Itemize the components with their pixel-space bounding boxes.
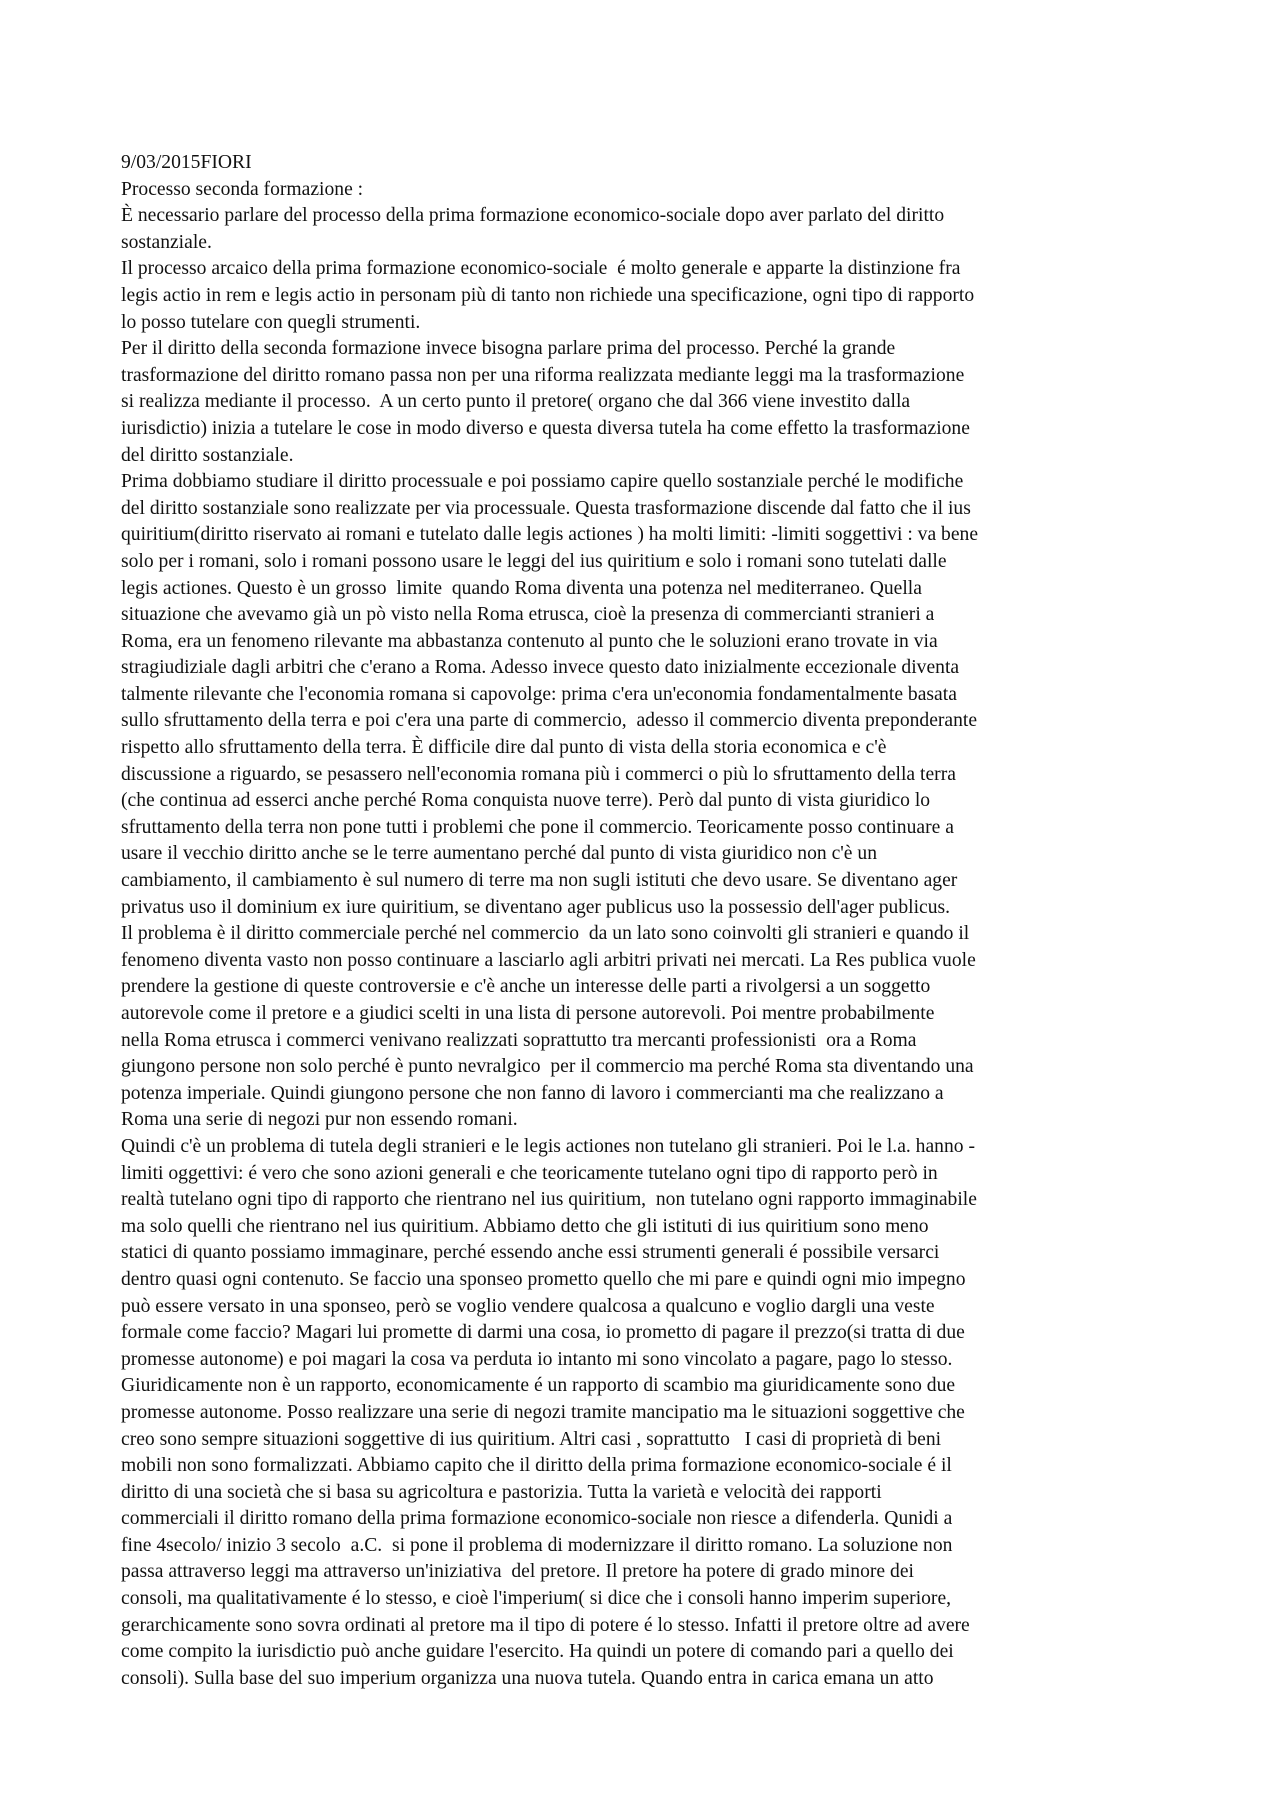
document-heading: Processo seconda formazione : [121,178,364,200]
text-line: privatus uso il dominium ex iure quiritium, se diventano ager publicus uso la possessio dell'ager publicus. [121,896,951,918]
text-line: formale come faccio? Magari lui promette di darmi una cosa, io prometto di pagare il prezzo(si tratta di due [121,1322,965,1344]
text-line: (che continua ad esserci anche perché Roma conquista nuove terre). Però dal punto di vista giuridico lo [121,790,931,812]
text-line: potenza imperiale. Quindi giungono persone che non fanno di lavoro i commercianti ma che realizzano a [121,1082,944,1104]
text-line: del diritto sostanziale. [121,444,294,466]
text-line: stragiudiziale dagli arbitri che c'erano a Roma. Adesso invece questo dato inizialmente eccezionale diventa [121,657,960,679]
text-line: Quindi c'è un problema di tutela degli stranieri e le legis actiones non tutelano gli stranieri. Poi le l.a. hanno - [121,1135,975,1157]
document-body [121,150,1161,1692]
text-line: commerciali il diritto romano della prima formazione economico-sociale non riesce a difenderla. Qunidi a [121,1508,953,1530]
text-line: situazione che avevamo già un pò visto nella Roma etrusca, cioè la presenza di commercianti stranieri a [121,604,935,626]
text-line: fine 4secolo/ inizio 3 secolo a.C. si pone il problema di modernizzare il diritto romano. La soluzione non [121,1534,953,1556]
text-line: quiritium(diritto riservato ai romani e tutelato dalle legis actiones ) ha molti limiti: -limiti soggettivi : va bene [121,524,979,546]
text-line: può essere versato in una sponseo, però se voglio vendere qualcosa a qualcuno e voglio dargli una veste [121,1295,935,1317]
text-line: rispetto allo sfruttamento della terra. È difficile dire dal punto di vista della storia economica e c'è [121,737,887,759]
text-line: talmente rilevante che l'economia romana si capovolge: prima c'era un'economia fondamentalmente basata [121,683,957,705]
text-line: trasformazione del diritto romano passa non per una riforma realizzata mediante leggi ma la trasformazione [121,364,965,386]
text-line: sostanziale. [121,231,212,253]
text-line: Prima dobbiamo studiare il diritto processuale e poi possiamo capire quello sostanziale perché le modifiche [121,471,964,493]
text-line: sullo sfruttamento della terra e poi c'era una parte di commercio, adesso il commercio diventa preponderante [121,710,978,732]
text-line: Per il diritto della seconda formazione invece bisogna parlare prima del processo. Perché la grande [121,338,896,360]
text-line: Giuridicamente non è un rapporto, economicamente é un rapporto di scambio ma giuridicamente sono due [121,1375,956,1397]
text-line: lo posso tutelare con quegli strumenti. [121,311,421,333]
text-line: prendere la gestione di queste controversie e c'è anche un interesse delle parti a rivolgersi a un soggetto [121,976,931,998]
text-line: diritto di una società che si basa su agricoltura e pastorizia. Tutta la varietà e velocità dei rapporti [121,1481,882,1503]
text-line: limiti oggettivi: é vero che sono azioni generali e che teoricamente tutelano ogni tipo di rapporto però in [121,1162,938,1184]
text-line: realtà tutelano ogni tipo di rapporto che rientrano nel ius quiritium, non tutelano ogni rapporto immaginabile [121,1189,977,1211]
text-line: consoli, ma qualitativamente é lo stesso, e cioè l'imperium( si dice che i consoli hanno imperim superiore, [121,1588,952,1610]
text-line: come compito la iurisdictio può anche guidare l'esercito. Ha quindi un potere di comando pari a quello dei [121,1641,954,1663]
text-line: Roma, era un fenomeno rilevante ma abbastanza contenuto al punto che le soluzioni erano trovate in via [121,630,938,652]
text-line: autorevole come il pretore e a giudici scelti in una lista di persone autorevoli. Poi mentre probabilmente [121,1003,935,1024]
text-line: del diritto sostanziale sono realizzate per via processuale. Questa trasformazione discende dal fatto che il ius [121,497,971,519]
text-line: iurisdictio) inizia a tutelare le cose in modo diverso e questa diversa tutela ha come effetto la trasformazione [121,417,970,439]
text-line: statici di quanto possiamo immaginare, perché essendo anche essi strumenti generali é possibile versarci [121,1242,940,1264]
text-line: Il problema è il diritto commerciale perché nel commercio da un lato sono coinvolti gli stranieri e quando il [121,923,970,945]
text-line: fenomeno diventa vasto non posso continuare a lasciarlo agli arbitri privati nei mercati. La Res publica vuole [121,949,976,971]
text-line: Roma una serie di negozi pur non essendo romani. [121,1109,518,1131]
text-line: solo per i romani, solo i romani possono usare le leggi del ius quiritium e solo i romani sono tutelati dalle [121,550,947,572]
text-line: usare il vecchio diritto anche se le terre aumentano perché dal punto di vista giuridico non c'è un [121,843,877,865]
text-line: sfruttamento della terra non pone tutti i problemi che pone il commercio. Teoricamente posso continuare a [121,816,954,838]
text-line: ma solo quelli che rientrano nel ius quiritium. Abbiamo detto che gli istituti di ius quiritium sono meno [121,1215,929,1237]
text-line: Il processo arcaico della prima formazione economico-sociale é molto generale e apparte la distinzione fra [121,258,961,280]
text-line: dentro quasi ogni contenuto. Se faccio una sponseo prometto quello che mi pare e quindi ogni mio impegno [121,1268,966,1290]
text-line: si realizza mediante il processo. A un certo punto il pretore( organo che dal 366 viene investito dalla [121,391,911,413]
text-line: passa attraverso leggi ma attraverso un'iniziativa del pretore. Il pretore ha potere di grado minore dei [121,1561,914,1583]
text-line: legis actio in rem e legis actio in personam più di tanto non richiede una specificazione, ogni tipo di rapporto [121,284,975,306]
text-line: nella Roma etrusca i commerci venivano realizzati soprattutto tra mercanti professionisti ora a Roma [121,1029,917,1051]
document-date-line: 9/03/2015FIORI [121,152,252,173]
text-line: cambiamento, il cambiamento è sul numero di terre ma non sugli istituti che devo usare. Se diventano ager [121,870,958,892]
text-line: consoli). Sulla base del suo imperium organizza una nuova tutela. Quando entra in carica emana un atto [121,1667,934,1689]
text-line: creo sono sempre situazioni soggettive di ius quiritium. Altri casi , soprattutto I casi di proprietà di beni [121,1428,942,1450]
text-line: È necessario parlare del processo della prima formazione economico-sociale dopo aver parlato del diritto [121,205,945,227]
text-line: legis actiones. Questo è un grosso limite quando Roma diventa una potenza nel mediterraneo. Quella [121,577,922,599]
text-line: gerarchicamente sono sovra ordinati al pretore ma il tipo di potere é lo stesso. Infatti il pretore oltre ad avere [121,1614,970,1636]
text-line: mobili non sono formalizzati. Abbiamo capito che il diritto della prima formazione economico-sociale é il [121,1455,952,1477]
text-line: giungono persone non solo perché è punto nevralgico per il commercio ma perché Roma sta diventando una [121,1056,974,1078]
text-line: promesse autonome) e poi magari la cosa va perduta io intanto mi sono vincolato a pagare, pago lo stesso. [121,1348,953,1370]
text-line: discussione a riguardo, se pesassero nell'economia romana più i commerci o più lo sfruttamento della terra [121,763,956,785]
text-line: promesse autonome. Posso realizzare una serie di negozi tramite mancipatio ma le situazioni soggettive che [121,1401,965,1423]
